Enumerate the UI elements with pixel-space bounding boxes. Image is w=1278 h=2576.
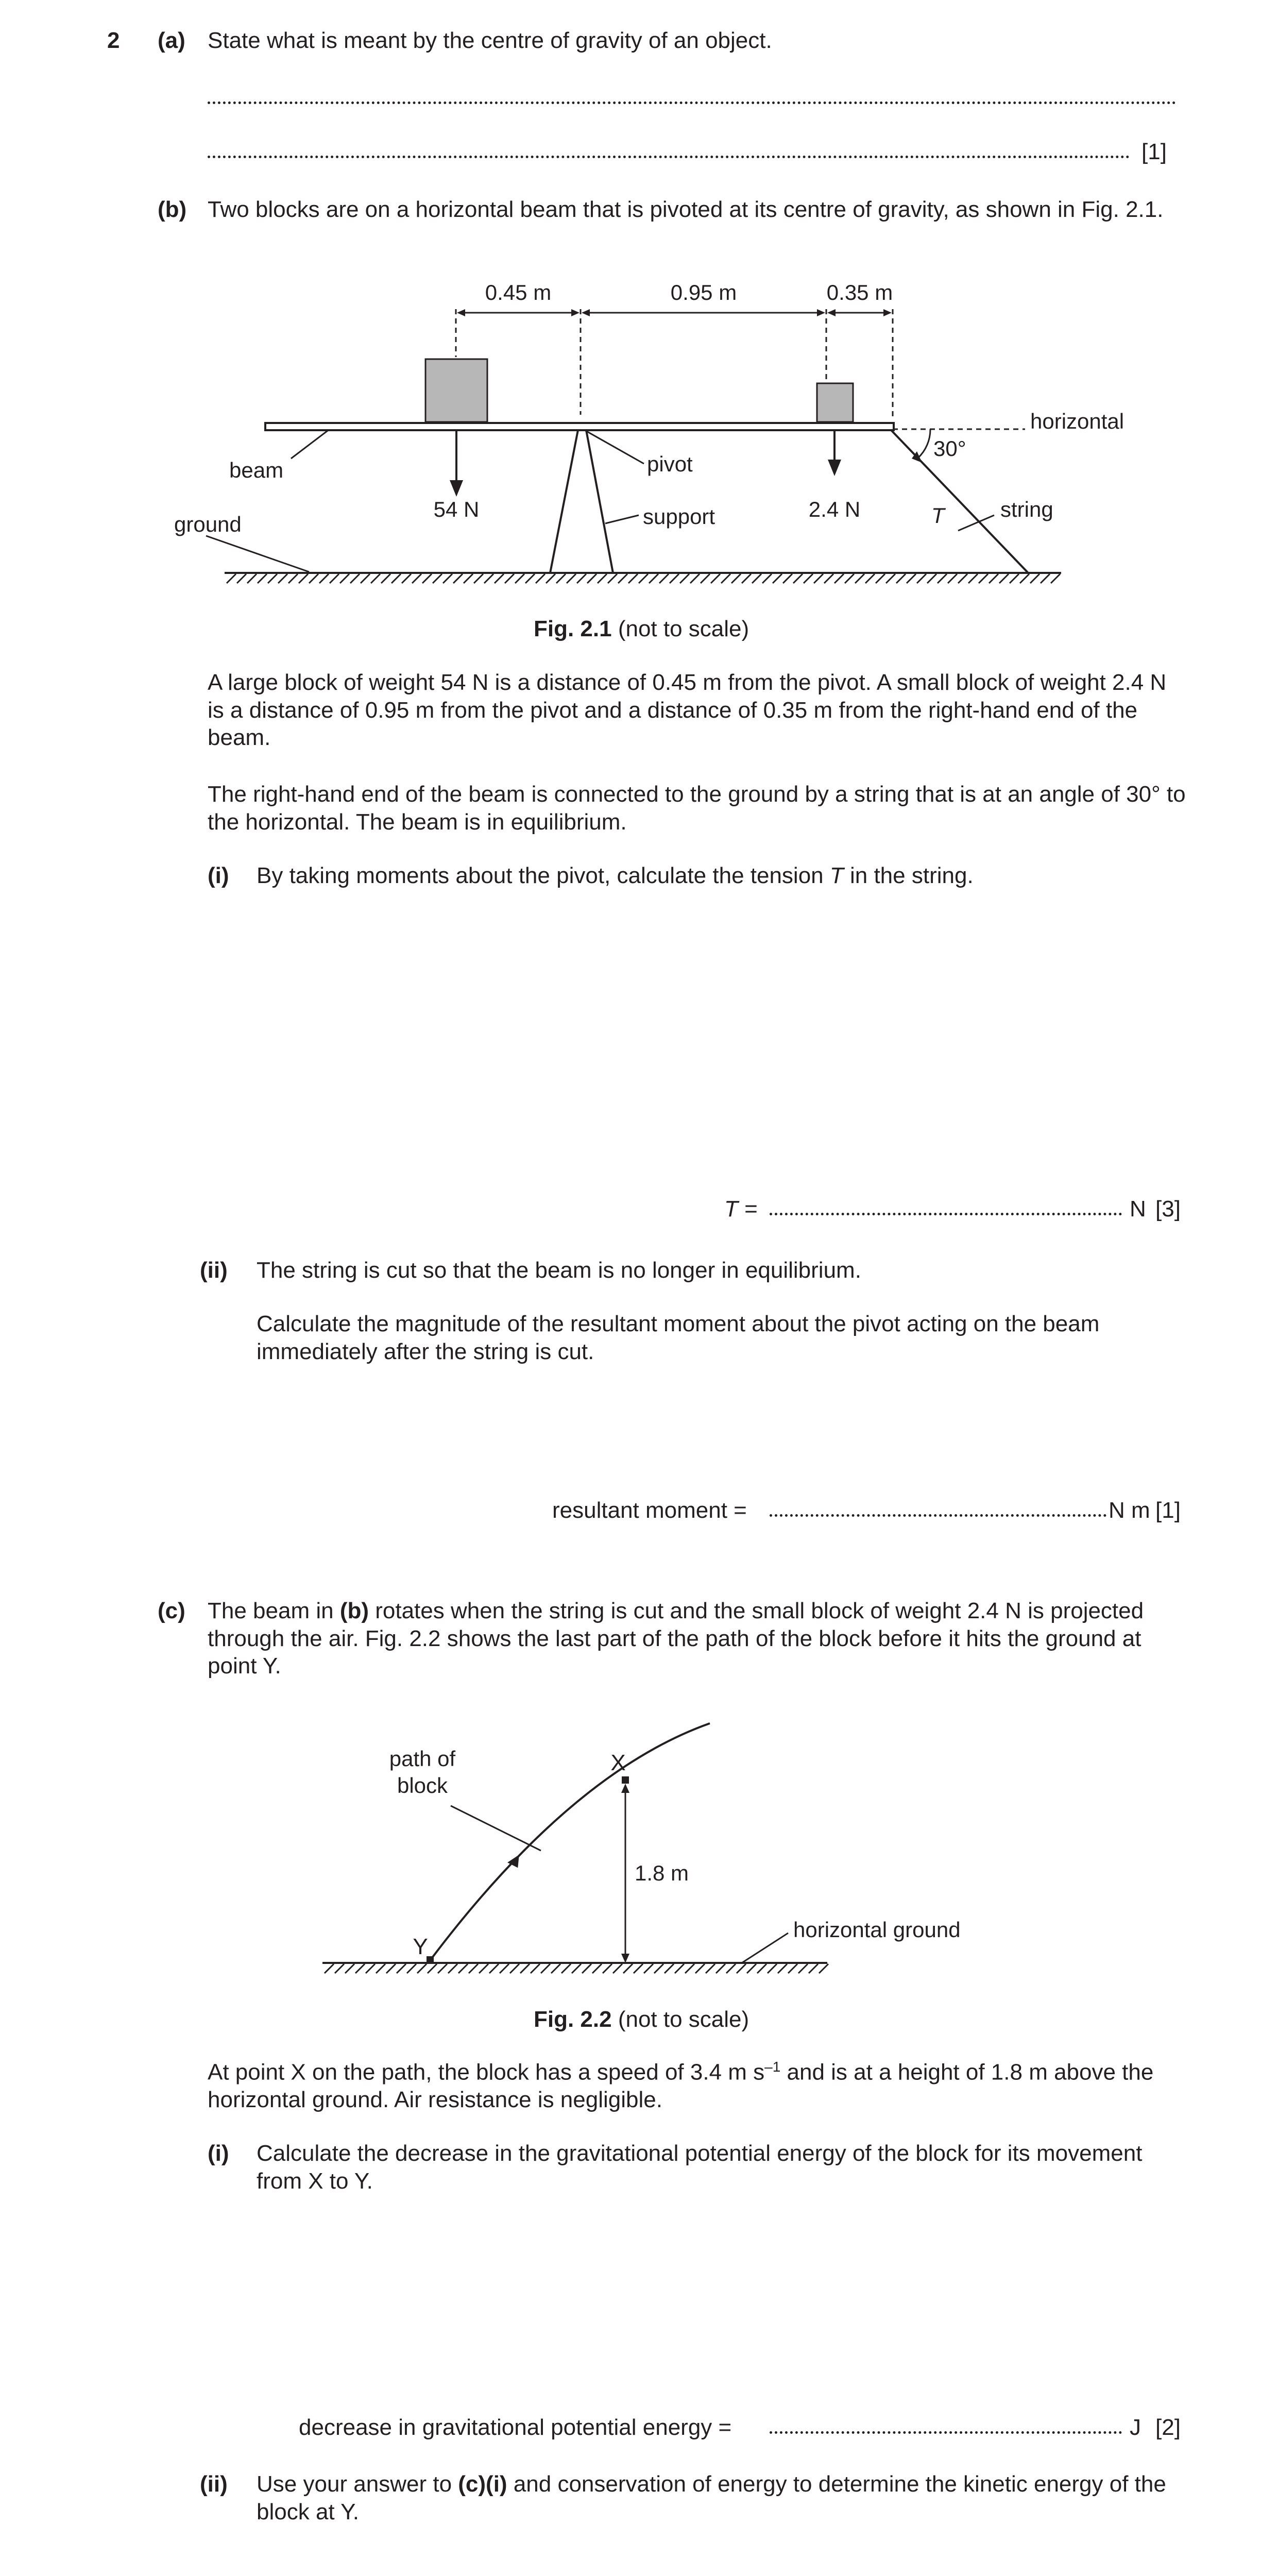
unit-label: N m	[1109, 1498, 1150, 1523]
angle-label: 30°	[933, 436, 966, 461]
mark-allocation: [1]	[1141, 139, 1167, 164]
dimension-label: 0.35 m	[826, 280, 893, 304]
mark-allocation: [1]	[1155, 1498, 1181, 1523]
dimension-label: 0.95 m	[670, 280, 737, 304]
beam-label: beam	[229, 458, 284, 482]
part-c-intro: The beam in (b) rotates when the string is cut and the small block of weight 2.4 N is projected through the air. Fig. 2.2 shows the last part of the path of the block before it hits the ground at point Y.	[208, 1598, 1144, 1679]
part-b-paragraph: A large block of weight 54 N is a distance of 0.45 m from the pivot. A small block of weight 2.4 N is a distance of 0.95 m from the pivot and a distance of 0.35 m from the right-hand end of the beam.	[208, 670, 1167, 751]
part-b-label: (b)	[158, 197, 187, 222]
support-label: support	[643, 504, 715, 529]
part-b-ii-text: The string is cut so that the beam is no longer in equilibrium.	[257, 1258, 861, 1283]
path-label: path of	[389, 1747, 456, 1771]
part-c-paragraph: At point X on the path, the block has a speed of 3.4 m $s^{-1}$ and is at a height of 1.8 m above the horizontal ground. Air resistance is negligible.	[208, 2059, 1154, 2113]
part-b-paragraph: The right-hand end of the beam is connected to the ground by a string that is at an angle of 30° to the horizontal. The beam is in equilibrium.	[208, 782, 1186, 835]
part-b-ii-question: Calculate the magnitude of the resultant moment about the pivot acting on the beam immediately after the string is cut.	[257, 1311, 1100, 1364]
part-c-label: (c)	[158, 1598, 185, 1623]
part-c-i-question: Calculate the decrease in the gravitational potential energy of the block for its movement from X to Y.	[257, 2141, 1143, 2194]
unit-label: J	[1130, 2415, 1141, 2440]
pivot-label: pivot	[647, 452, 693, 476]
ground-label: horizontal ground	[793, 1918, 961, 1942]
figure-caption: Fig. 2.1 (not to scale)	[534, 616, 749, 641]
question-number: 2	[107, 28, 120, 53]
part-b-i-label: (i)	[208, 863, 229, 888]
part-b-i-question: By taking moments about the pivot, calculate the tension T in the string.	[257, 863, 974, 888]
point-x-label: X	[610, 1750, 626, 1775]
figure-caption: Fig. 2.2 (not to scale)	[534, 2007, 749, 2032]
weight-label: 2.4 N	[808, 497, 861, 521]
string-label: string	[1000, 497, 1053, 521]
unit-label: N	[1130, 1196, 1146, 1222]
part-b-ii-label: (ii)	[200, 1258, 228, 1283]
answer-label: resultant moment =	[552, 1498, 747, 1523]
point-y-label: Y	[413, 1934, 428, 1959]
part-c-i-label: (i)	[208, 2141, 229, 2166]
answer-label: T =	[724, 1196, 758, 1222]
answer-label: decrease in gravitational potential energy =	[299, 2415, 732, 2440]
part-a-label: (a)	[158, 28, 185, 53]
mark-allocation: [2]	[1155, 2415, 1181, 2440]
part-c-ii-question: Use your answer to (c)(i) and conservation of energy to determine the kinetic energy of the block at Y.	[257, 2471, 1166, 2524]
part-b-intro: Two blocks are on a horizontal beam that is pivoted at its centre of gravity, as shown in Fig. 2.1.	[208, 197, 1164, 222]
horizontal-label: horizontal	[1030, 409, 1124, 433]
height-label: 1.8 m	[635, 1861, 689, 1885]
dimension-label: 0.45 m	[485, 280, 552, 304]
tension-label: T	[931, 503, 945, 528]
path-label: block	[397, 1773, 448, 1798]
part-c-ii-label: (ii)	[200, 2471, 228, 2497]
weight-label: 54 N	[433, 497, 480, 521]
ground-label: ground	[174, 512, 242, 536]
mark-allocation: [3]	[1155, 1196, 1181, 1222]
part-a-question: State what is meant by the centre of gravity of an object.	[208, 28, 772, 53]
